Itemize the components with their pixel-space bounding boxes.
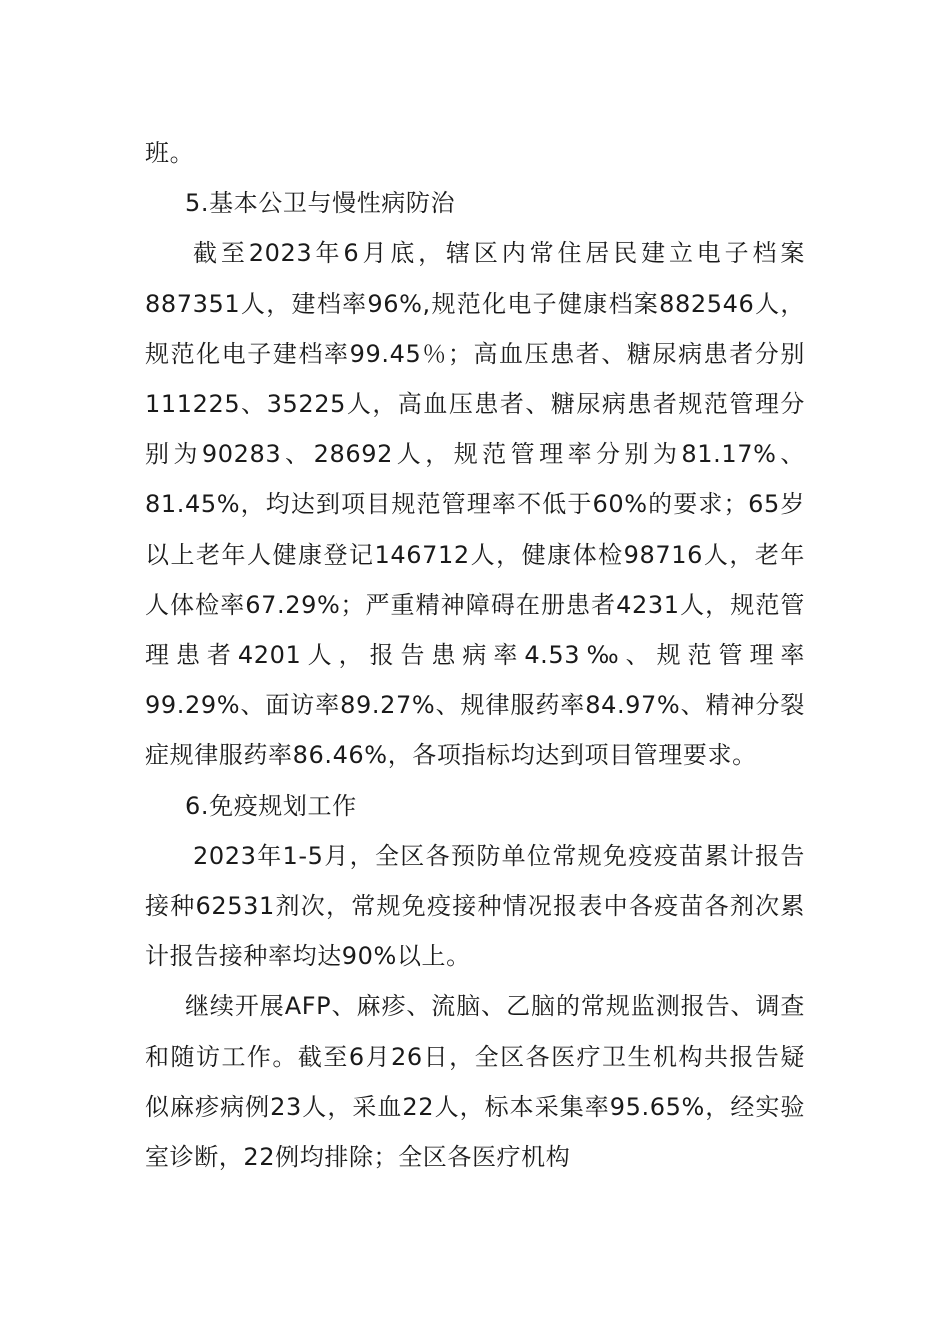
section-heading-5: 5.基本公卫与慢性病防治 [185,189,456,218]
paragraph-public-health: 截至2023年6月底，辖区内常住居民建立电子档案887351人，建档率96%,规范化电子健康档案882546人，规范化电子建档率99.45％；高血压患者、糖尿病患者分别111225、35225人，高血压患者、糖尿病患者规范管理分别为90283、28692人，规范管理率分别为81.17%、81.45%，均达到项目规范管理率不低于60%的要求；65岁以上老年人健康登记146712人，健康体检98716人，老年人体检率67.29%；严重精神障碍在册患者4231人，规范管理患者4201人，报告患病率4.53‰、规范管理率99.29%、面访率89.27%、规律服药率84.97%、精神分裂症规律服药率86.46%，各项指标均达到项目管理要求。 [145,239,805,770]
paragraph-continuation: 班。 [145,139,195,167]
section-heading-6: 6.免疫规划工作 [185,791,357,820]
paragraph-surveillance: 继续开展AFP、麻疹、流脑、乙脑的常规监测报告、调查和随访工作。截至6月26日，全区各医疗卫生机构共报告疑似麻疹病例23人，采血22人，标本采集率95.65%，经实验室诊断，22例均排除；全区各医疗机构 [145,992,805,1172]
paragraph-immunization: 2023年1-5月，全区各预防单位常规免疫疫苗累计报告接种62531剂次，常规免疫接种情况报表中各疫苗各剂次累计报告接种率均达90%以上。 [145,841,805,971]
document-page [145,128,805,1182]
